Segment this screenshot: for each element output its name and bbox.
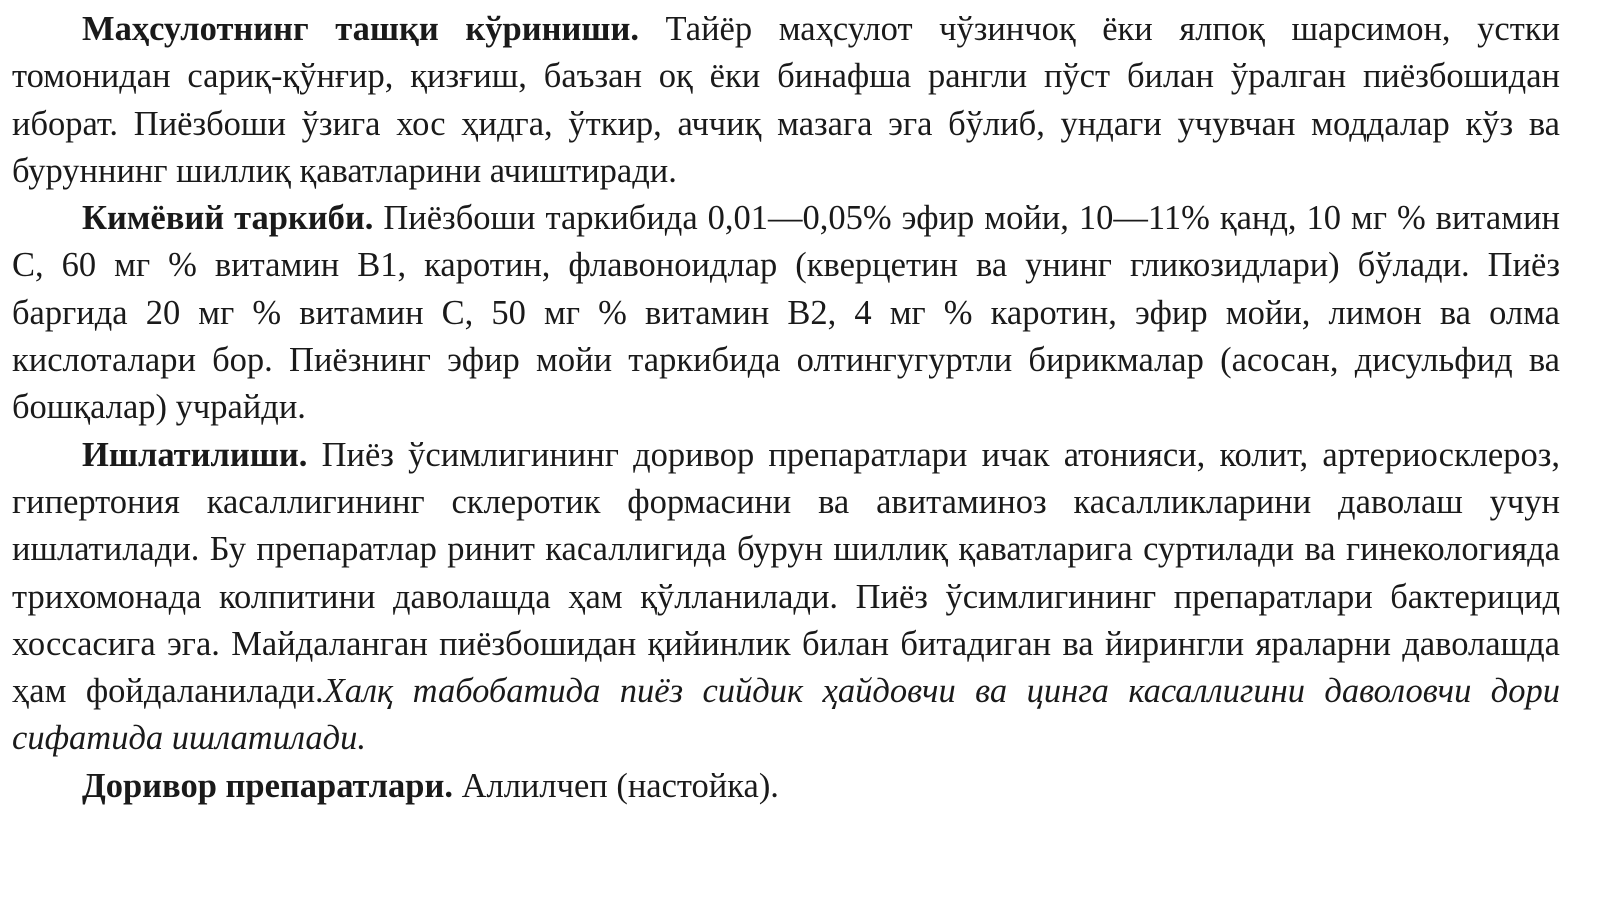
paragraph-text: Аллилчеп (настойка). <box>452 766 779 805</box>
paragraph-text: Тайёр маҳсулот чўзинчоқ ёки ялпоқ шарсимон, устки томонидан сариқ-қўнғир, қизғиш, баъзан оқ ёки бинафша рангли пўст билан ўралган пиёзбошидан иборат. Пиёзбоши ўзига хос ҳидга, ўткир, аччиқ мазага эга бўлиб, ундаги учувчан моддалар кўз ва буруннинг шиллиқ қаватларини ачиштиради. <box>12 10 1560 190</box>
heading-usage: Ишлатилиши. <box>82 435 308 474</box>
heading-appearance: Маҳсулотнинг ташқи кўриниши. <box>82 10 639 48</box>
paragraph-text: Пиёз ўсимлигининг доривор препаратлари ичак атонияси, колит, артериосклероз, гипертония касаллигининг склеротик формасини ва авитаминоз касалликларини даволаш учун ишлатилади. Бу препаратлар ринит касаллигида бурун шиллиқ қаватларига суртилади ва гинекологияда трихомонада колпитини даволашда ҳам қўлланилади. Пиёз ўсимлигининг препаратлари бактерицид хоссасига эга. Майдаланган пиёзбошидан қийинлик билан битадиган ва йирингли яраларни даволашда ҳам фойдаланилади. <box>12 435 1560 711</box>
paragraph-italic-text: Халқ табобатида пиёз сийдик ҳайдовчи ва цинга касаллигини даволовчи дори сифатида ишлатилади. <box>12 672 1560 758</box>
paragraph-preparations <box>12 763 1560 810</box>
paragraph-appearance <box>12 6 1560 195</box>
paragraph-usage <box>12 432 1560 763</box>
heading-preparations: Доривор препаратлари. <box>82 766 453 805</box>
paragraph-text: Пиёзбоши таркибида 0,01—0,05% эфир мойи, 10—11% қанд, 10 мг % витамин С, 60 мг % витамин В1, каротин, флавоноидлар (кверцетин ва унинг гликозидлари) бўлади. Пиёз баргида 20 мг % витамин С, 50 мг % витамин В2, 4 мг % каротин, эфир мойи, лимон ва олма кислоталари бор. Пиёзнинг эфир мойи таркибида олтингугуртли бирикмалар (асосан, дисульфид ва бошқалар) учрайди. <box>12 199 1560 427</box>
paragraph-chemical-composition <box>12 195 1560 431</box>
heading-chemical-composition: Кимёвий таркиби. <box>82 199 374 238</box>
